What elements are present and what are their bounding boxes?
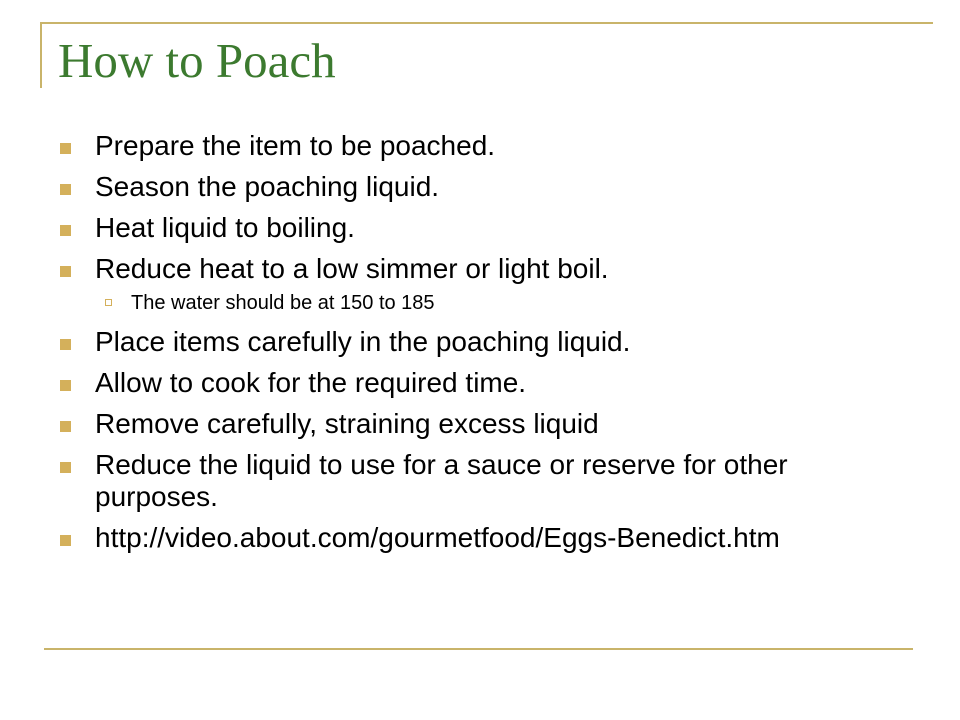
slide-title: How to Poach	[58, 33, 336, 88]
square-bullet-icon	[60, 143, 71, 154]
bullet-text: Reduce the liquid to use for a sauce or reserve for other purposes.	[95, 449, 788, 512]
slide-frame-top-line	[40, 22, 933, 24]
bullet-text: Season the poaching liquid.	[95, 171, 440, 202]
bullet-item	[58, 212, 918, 244]
bullet-text: Heat liquid to boiling.	[95, 212, 355, 243]
bullet-text: Reduce heat to a low simmer or light boil.	[95, 253, 609, 284]
bullet-text: Prepare the item to be poached.	[95, 130, 496, 161]
bullet-text: Remove carefully, straining excess liquid	[95, 408, 599, 439]
slide-frame-left-line	[40, 22, 42, 88]
bullet-text: Allow to cook for the required time.	[95, 367, 527, 398]
link-bullet-item	[58, 522, 918, 554]
bullet-item	[58, 367, 918, 399]
square-bullet-icon	[60, 339, 71, 350]
bullet-item	[58, 408, 918, 440]
square-bullet-icon	[60, 462, 71, 473]
square-bullet-icon	[60, 225, 71, 236]
sub-bullet-item	[58, 291, 918, 315]
bullet-list	[58, 130, 918, 563]
bullet-text: Place items carefully in the poaching liquid.	[95, 326, 631, 357]
bullet-item	[58, 326, 918, 358]
slide-frame-bottom-line	[44, 648, 913, 650]
square-bullet-icon	[60, 380, 71, 391]
bullet-item	[58, 449, 918, 513]
square-bullet-icon	[60, 421, 71, 432]
video-link[interactable]: http://video.about.com/gourmetfood/Eggs-Benedict.htm	[95, 522, 780, 553]
bullet-item	[58, 130, 918, 162]
square-bullet-icon	[60, 266, 71, 277]
square-bullet-icon	[60, 535, 71, 546]
hollow-square-bullet-icon	[105, 299, 112, 306]
bullet-item	[58, 171, 918, 203]
square-bullet-icon	[60, 184, 71, 195]
bullet-item	[58, 253, 918, 285]
sub-bullet-text: The water should be at 150 to 185	[131, 292, 435, 314]
